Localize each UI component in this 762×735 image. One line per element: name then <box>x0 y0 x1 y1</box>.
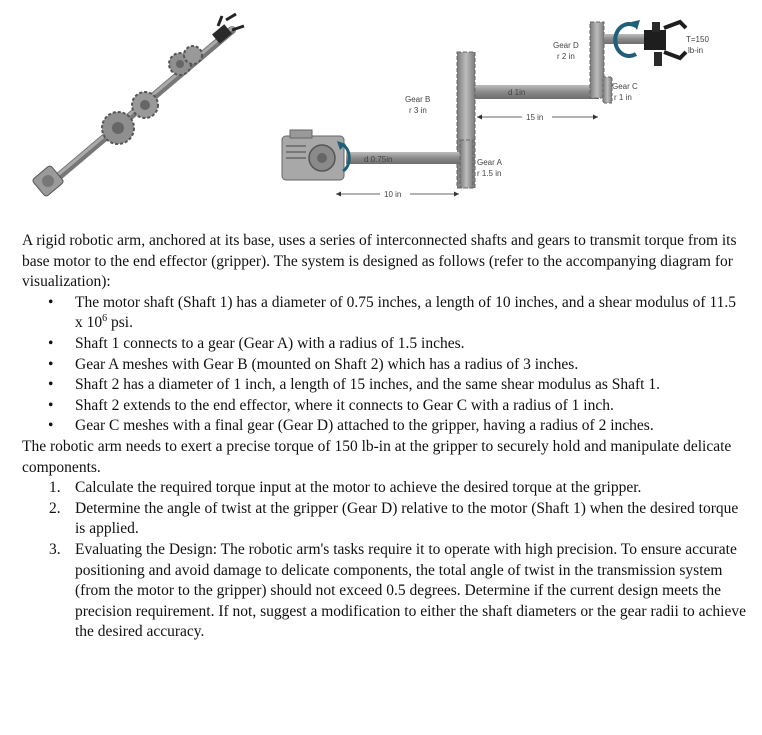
list-item <box>22 499 747 540</box>
exponent: 6 <box>102 313 108 325</box>
iso-gear-lower <box>102 92 158 144</box>
gear-a-radius: r 1.5 in <box>477 169 502 178</box>
gear-d-label: Gear D <box>553 41 579 50</box>
shaft-1-diameter: d 0.75in <box>364 155 393 164</box>
task-text: Determine the angle of twist at the gripper (Gear D) relative to the motor (Shaft 1) when the desired torque is applied. <box>75 499 739 538</box>
schematic-diagram <box>282 20 709 199</box>
list-item <box>22 293 747 334</box>
system-spec-list <box>22 293 747 437</box>
shaft-2 <box>474 85 599 99</box>
task-text: Calculate the required torque input at the motor to achieve the desired torque at the gripper. <box>75 479 642 497</box>
gear-c-label: Gear C <box>612 82 638 91</box>
gear-a <box>460 140 473 188</box>
motor <box>282 130 344 180</box>
spec-shaft-1: The motor shaft (Shaft 1) has a diameter of 0.75 inches, a length of 10 inches, and a shear modulus of 11.5 x 10 <box>75 293 737 332</box>
task-number: 2. <box>49 499 61 517</box>
shaft-1-length: 10 in <box>384 190 402 199</box>
list-item: • Shaft 2 extends to the end effector, where it connects to Gear C with a radius of 1 inch. <box>22 396 747 417</box>
gripper <box>644 22 686 66</box>
task-text: Evaluating the Design: The robotic arm's tasks require it to operate with high precision. To ensure accurate positioning and avoid damage to delicate components, the total angle of twist in the transmission system (from the motor to the gripper) should not exceed 0.5 degrees. Determine if the current design meets the precision requirement. If not, suggest a modification to either the shaft diameters or the gear radii to achieve the desired accuracy. <box>75 540 746 641</box>
task-list <box>22 478 747 643</box>
iso-gripper <box>212 14 244 44</box>
gear-b-radius: r 3 in <box>409 106 427 115</box>
list-item: • Shaft 1 connects to a gear (Gear A) with a radius of 1.5 inches. <box>22 334 747 355</box>
gear-c-radius: r 1 in <box>614 93 632 102</box>
shaft-2-diameter: d 1in <box>508 88 526 97</box>
torque-value: T=150 <box>686 35 709 44</box>
list-item: • Gear A meshes with Gear B (mounted on Shaft 2) which has a radius of 3 inches. <box>22 355 747 376</box>
problem-text <box>22 231 747 643</box>
intro-paragraph: A rigid robotic arm, anchored at its base, uses a series of interconnected shafts and gears to transmit torque from its base motor to the end effector (gripper). The system is designed as follows (refer to the accompanying diagram for visualization): <box>22 232 737 291</box>
gear-a-label: Gear A <box>477 158 502 167</box>
robotic-arm-diagram <box>0 0 762 230</box>
iso-gear-upper <box>169 46 202 75</box>
list-item <box>22 540 747 643</box>
list-item: • Shaft 2 has a diameter of 1 inch, a length of 15 inches, and the same shear modulus as Shaft 1. <box>22 375 747 396</box>
gripper-shaft <box>604 34 648 44</box>
list-item <box>22 478 747 499</box>
torque-unit: lb-in <box>688 46 704 55</box>
requirement-paragraph: The robotic arm needs to exert a precise torque of 150 lb-in at the gripper to securely hold and manipulate delicate components. <box>22 437 732 476</box>
task-number: 1. <box>49 479 61 497</box>
gear-d <box>590 22 604 98</box>
iso-motor <box>32 165 65 197</box>
isometric-arm-view <box>32 14 244 197</box>
spec-shaft-1-end: psi. <box>107 314 133 332</box>
gear-c <box>603 77 612 103</box>
list-item: • Gear C meshes with a final gear (Gear D) attached to the gripper, having a radius of 2 inches. <box>22 416 747 437</box>
gear-d-radius: r 2 in <box>557 52 575 61</box>
task-number: 3. <box>49 540 61 558</box>
shaft-2-length: 15 in <box>526 113 544 122</box>
gear-b-label: Gear B <box>405 95 431 104</box>
